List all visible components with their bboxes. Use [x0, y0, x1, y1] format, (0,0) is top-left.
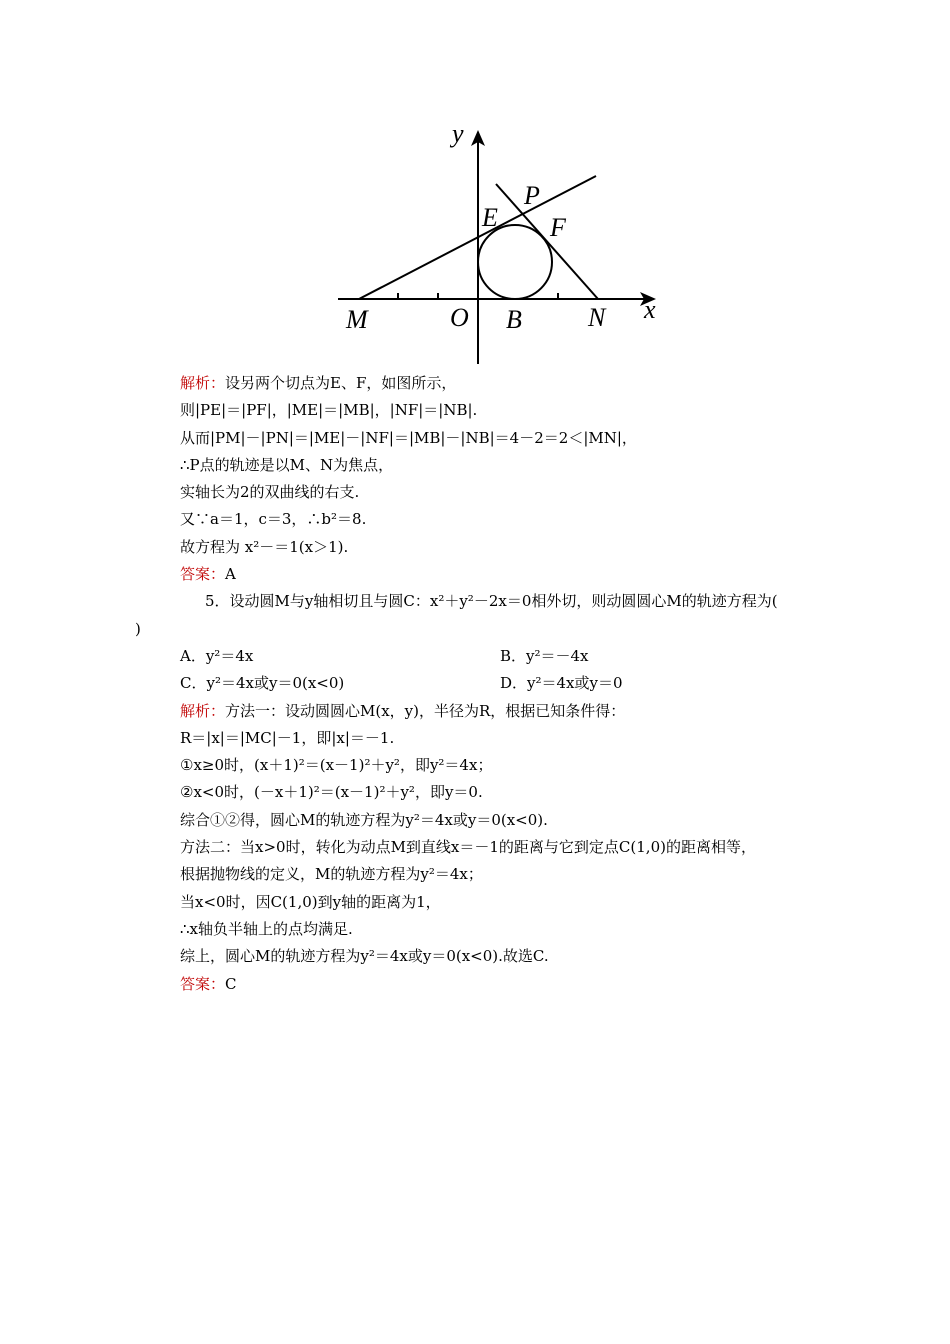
solution-text: 综上，圆心M的轨迹方程为y²＝4x或y＝0(x<0).故选C. — [180, 947, 549, 966]
solution-text: R＝|x|＝|MC|－1，即|x|＝－1. — [180, 728, 395, 747]
label-M: M — [346, 305, 368, 334]
solution-text: 方法一：设动圆圆心M(x，y)，半径为R，根据已知条件得： — [225, 701, 626, 720]
option-C: C．y²＝4x或y＝0(x<0) — [180, 674, 345, 693]
option-B: B．y²＝－4x — [500, 646, 589, 665]
analysis-tag: 解析： — [180, 701, 226, 720]
solution4-line-0 — [180, 370, 820, 397]
label-P: P — [524, 181, 540, 210]
analysis-tag: 解析： — [180, 374, 226, 392]
solution-text: 综合①②得，圆心M的轨迹方程为y²＝4x或y＝0(x<0). — [180, 810, 548, 829]
label-y: y — [452, 119, 464, 148]
label-E: E — [482, 203, 498, 232]
answer-line — [180, 561, 820, 588]
answer-line — [180, 971, 820, 998]
solution-text: ∴x轴负半轴上的点均满足. — [180, 919, 353, 938]
label-B: B — [506, 305, 522, 334]
options-row — [180, 643, 820, 670]
solution-text: ①x≥0时，(x＋1)²＝(x－1)²＋y²，即y²＝4x； — [180, 756, 493, 775]
options-row — [180, 670, 820, 697]
solution-text: 当x<0时，因C(1,0)到y轴的距离为1， — [180, 892, 441, 911]
label-x: x — [644, 295, 656, 324]
solution-text: 方法二：当x>0时，转化为动点M到直线x＝－1的距离与它到定点C(1,0)的距离相等， — [180, 838, 756, 857]
answer-value: A — [225, 565, 236, 584]
label-N: N — [588, 303, 606, 332]
solution-text: 设另两个切点为E、F，如图所示， — [225, 374, 457, 392]
label-O: O — [450, 303, 469, 332]
solution-text: 又∵a＝1，c＝3，∴b²＝8. — [180, 510, 367, 529]
answer-tag: 答案： — [180, 565, 226, 584]
option-A: A．y²＝4x — [180, 646, 254, 665]
option-D: D．y²＝4x或y＝0 — [500, 674, 623, 693]
solution-text: 实轴长为2的双曲线的右支. — [180, 483, 360, 502]
solution-text: ②x<0时，(－x＋1)²＝(x－1)²＋y²，即y＝0. — [180, 783, 483, 802]
answer-value: C — [225, 974, 237, 993]
solution-text: 故方程为 x²－＝1(x＞1). — [180, 537, 349, 556]
solution-text: 则|PE|＝|PF|，|ME|＝|MB|，|NF|＝|NB|. — [180, 401, 478, 420]
question5-stem-end: ) — [135, 619, 141, 638]
document-text — [135, 370, 820, 998]
figure-svg — [330, 118, 670, 368]
label-F: F — [550, 213, 566, 242]
solution-text: ∴P点的轨迹是以M、N为焦点， — [180, 455, 394, 474]
solution5-line-0 — [180, 698, 820, 725]
answer-tag: 答案： — [180, 974, 226, 993]
geometry-figure — [330, 118, 670, 368]
solution-text: 从而|PM|－|PN|＝|ME|－|NF|＝|MB|－|NB|＝4－2＝2＜|MN|， — [180, 428, 637, 447]
question5-stem: 5．设动圆M与y轴相切且与圆C：x²＋y²－2x＝0相外切，则动圆圆心M的轨迹方程为( — [205, 592, 778, 611]
solution-text: 根据抛物线的定义，M的轨迹方程为y²＝4x； — [180, 865, 483, 884]
